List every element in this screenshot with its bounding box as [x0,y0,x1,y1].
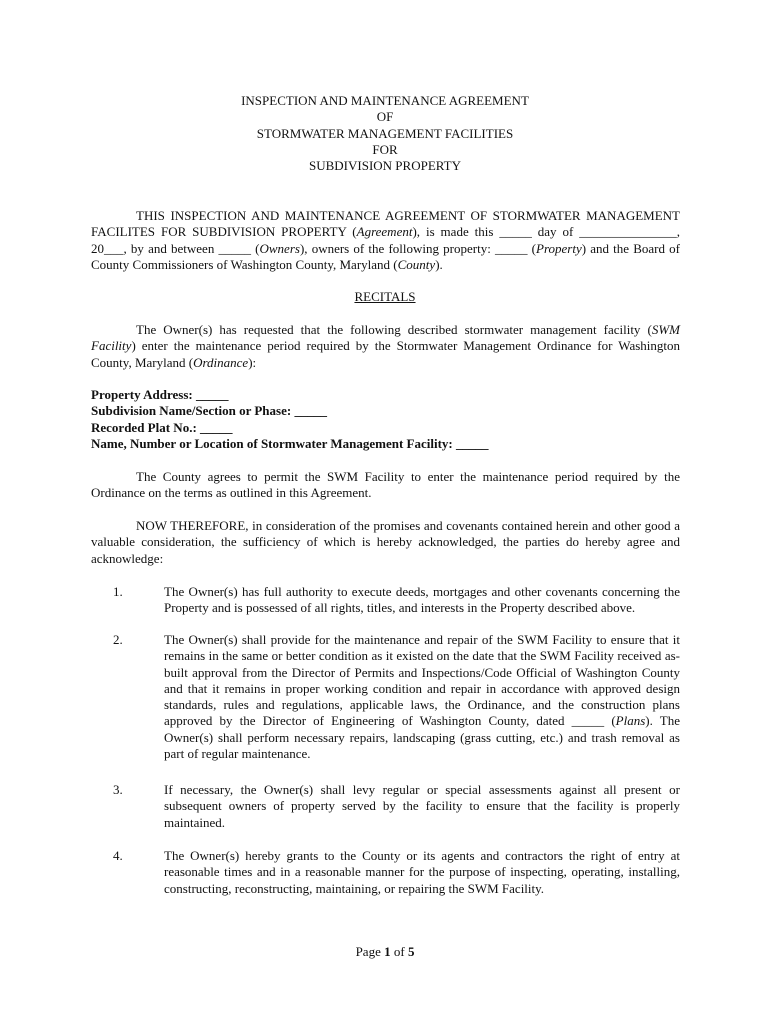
intro-text: ), is made this _____ day of _______________, 20___, by and between _____ ( [91,224,680,256]
defined-term: Owners [259,240,300,256]
item-number: 3. [113,782,123,797]
recital-paragraph: The County agrees to permit the SWM Facility to enter the maintenance period required by the Ordinance on the terms as outlined in this Agreement. [91,469,680,501]
title-line: STORMWATER MANAGEMENT FACILITIES [256,125,514,141]
defined-term: Ordinance [193,354,249,370]
defined-term: Plans [615,713,646,729]
recital-text: The Owner(s) has requested that the following described stormwater management facility ( [136,322,652,337]
recital-text: ) enter the maintenance period required by the Stormwater Management Ordinance for Washington County, Maryland ( [91,338,680,370]
recitals-heading [0,289,770,305]
title-line: INSPECTION AND MAINTENANCE AGREEMENT [241,93,529,108]
title-line: SUBDIVISION PROPERTY [309,158,461,174]
item-number: 1. [113,584,123,599]
recital-text: ): [248,354,257,370]
item-number: 2. [113,632,123,647]
plat-number-field: Recorded Plat No.: _____ [91,419,233,435]
item-text: If necessary, the Owner(s) shall levy regular or special assessments against all present or subsequent owners of property served by the facility to ensure that the facility is properly maintained. [164,782,680,830]
intro-text: ), owners of the following property: _____ ( [299,240,536,256]
item-number: 4. [113,848,123,863]
facility-location-field: Name, Number or Location of Stormwater Management Facility: _____ [91,435,489,451]
defined-term: Agreement [356,224,413,240]
page-word: Page [355,944,381,959]
defined-term: County [397,256,436,272]
item-text-part: ). The Owner(s) shall perform necessary repairs, landscaping (grass cutting, etc.) and trash removal as part of regular maintenance. [164,713,680,762]
page-current: 1 [384,944,391,959]
item-text-part: The Owner(s) shall provide for the maintenance and repair of the SWM Facility to ensure that it remains in the same or better condition as it existed on the date that the SWM Facility received as-built approval from the Director of Permits and Inspections/Code Official of Washington County and that it remains in proper working condition and repair in accordance with approved design standards, rules and regulations, applicable laws, the Ordinance, and the construction plans approved by the Director of Engineering of Washington County, dated _____ ( [164,632,680,729]
of-word: of [393,944,405,959]
recitals-heading-text: RECITALS [354,289,416,304]
recital-paragraph [91,322,680,371]
defined-term: Property [536,240,582,256]
item-text: The Owner(s) hereby grants to the County or its agents and contractors the right of entry at reasonable times and in a reasonable manner for the purpose of inspecting, operating, installing, constructing, reconstructing, maintaining, or repairing the SWM Facility. [164,848,680,896]
recital-paragraph: NOW THEREFORE, in consideration of the promises and covenants contained herein and other good a valuable consideration, the sufficiency of which is hereby acknowledged, the parties do hereby agree and acknowledge: [91,518,680,566]
intro-text: ). [435,256,443,272]
intro-paragraph [91,208,680,273]
title-line: FOR [372,141,398,157]
item-text: The Owner(s) has full authority to execute deeds, mortgages and other covenants concerning the Property and is possessed of all rights, titles, and interests in the Property described above. [164,584,680,616]
property-fields [91,387,680,452]
defined-term: SWM Facility [91,322,680,354]
subdivision-field: Subdivision Name/Section or Phase: _____ [91,403,327,419]
property-address-field: Property Address: _____ [91,387,229,402]
title-line: OF [376,109,394,125]
document-title [0,93,770,174]
item-text [164,632,680,762]
page-total: 5 [407,944,415,959]
page-footer [0,944,770,960]
intro-text: ) and the Board of County Commissioners of Washington County, Maryland ( [91,240,680,272]
intro-text: THIS INSPECTION AND MAINTENANCE AGREEMENT OF STORMWATER MANAGEMENT FACILITES FOR SUBDIVISION PROPERTY ( [91,208,680,240]
